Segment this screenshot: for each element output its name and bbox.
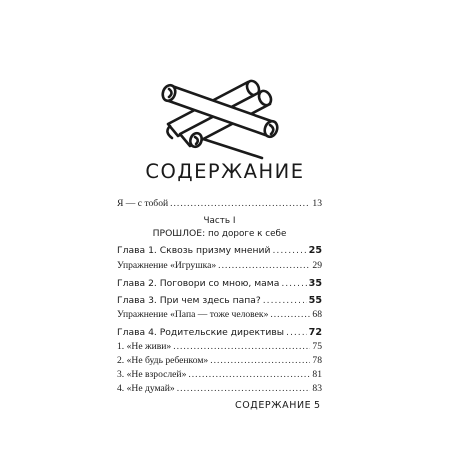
toc-entry-page: 75 — [312, 341, 322, 352]
toc-leader-dots — [270, 309, 310, 320]
running-footer-title: СОДЕРЖАНИЕ — [235, 400, 312, 411]
toc-entry-chapter-1 — [117, 245, 322, 256]
toc-entry-label: Упражнение «Игрушка» — [117, 260, 217, 271]
toc-leader-dots — [263, 295, 307, 306]
part-title — [117, 228, 322, 239]
toc-entry-page: 29 — [312, 260, 322, 271]
toc-entry-label: Глава 4. Родительские директивы — [117, 327, 285, 338]
toc-leader-dots — [170, 198, 310, 209]
toc-leader-dots — [210, 355, 310, 366]
toc-entry-label: Глава 2. Поговори со мною, мама — [117, 278, 280, 289]
toc-entry-directive-4 — [117, 383, 322, 394]
toc-entry-exercise-1 — [117, 260, 322, 271]
toc-entry-label: Я — с тобой — [117, 198, 169, 209]
toc-entry-label: Упражнение «Папа — тоже человек» — [117, 309, 269, 320]
toc-entry-page: 81 — [312, 369, 322, 380]
toc-leader-dots — [281, 278, 306, 289]
toc-entry-page: 35 — [308, 278, 322, 289]
toc-entry-chapter-3 — [117, 295, 322, 306]
page-title: СОДЕРЖАНИЕ — [145, 160, 305, 183]
page-number: 5 — [314, 400, 321, 411]
toc-entry-page: 13 — [312, 198, 322, 209]
toc-leader-dots — [286, 327, 307, 338]
part-title-rest: по дороге к себе — [205, 229, 287, 239]
toc-leader-dots — [218, 260, 310, 271]
part-title-caps: ПРОШЛОЕ: — [152, 228, 206, 239]
part-heading — [117, 216, 322, 239]
toc-entry-directive-3 — [117, 369, 322, 380]
toc-leader-dots — [177, 383, 311, 394]
cinnamon-sticks-icon — [150, 62, 300, 162]
toc-entry-directive-2 — [117, 355, 322, 366]
toc-entry-label: 4. «Не думай» — [117, 383, 175, 394]
toc-entry-directive-1 — [117, 341, 322, 352]
toc-entry-label: 1. «Не живи» — [117, 341, 172, 352]
toc-leader-dots — [273, 245, 307, 256]
toc-entry-chapter-2 — [117, 278, 322, 289]
toc-entry-label: Глава 3. При чем здесь папа? — [117, 295, 261, 306]
toc-leader-dots — [188, 369, 310, 380]
toc-entry-label: Глава 1. Сквозь призму мнений — [117, 245, 271, 256]
toc-entry-intro — [117, 198, 322, 209]
part-number: Часть I — [203, 216, 236, 226]
toc-leader-dots — [173, 341, 310, 352]
toc-entry-page: 68 — [312, 309, 322, 320]
toc-entry-page: 83 — [312, 383, 322, 394]
toc-entry-page: 78 — [312, 355, 322, 366]
toc-entry-label: 2. «Не будь ребенком» — [117, 355, 209, 366]
toc-entry-chapter-4 — [117, 327, 322, 338]
toc-entry-page: 72 — [308, 327, 322, 338]
toc-entry-exercise-2 — [117, 309, 322, 320]
toc-entry-page: 55 — [308, 295, 322, 306]
toc-entry-label: 3. «Не взрослей» — [117, 369, 187, 380]
toc-entry-page: 25 — [308, 245, 322, 256]
